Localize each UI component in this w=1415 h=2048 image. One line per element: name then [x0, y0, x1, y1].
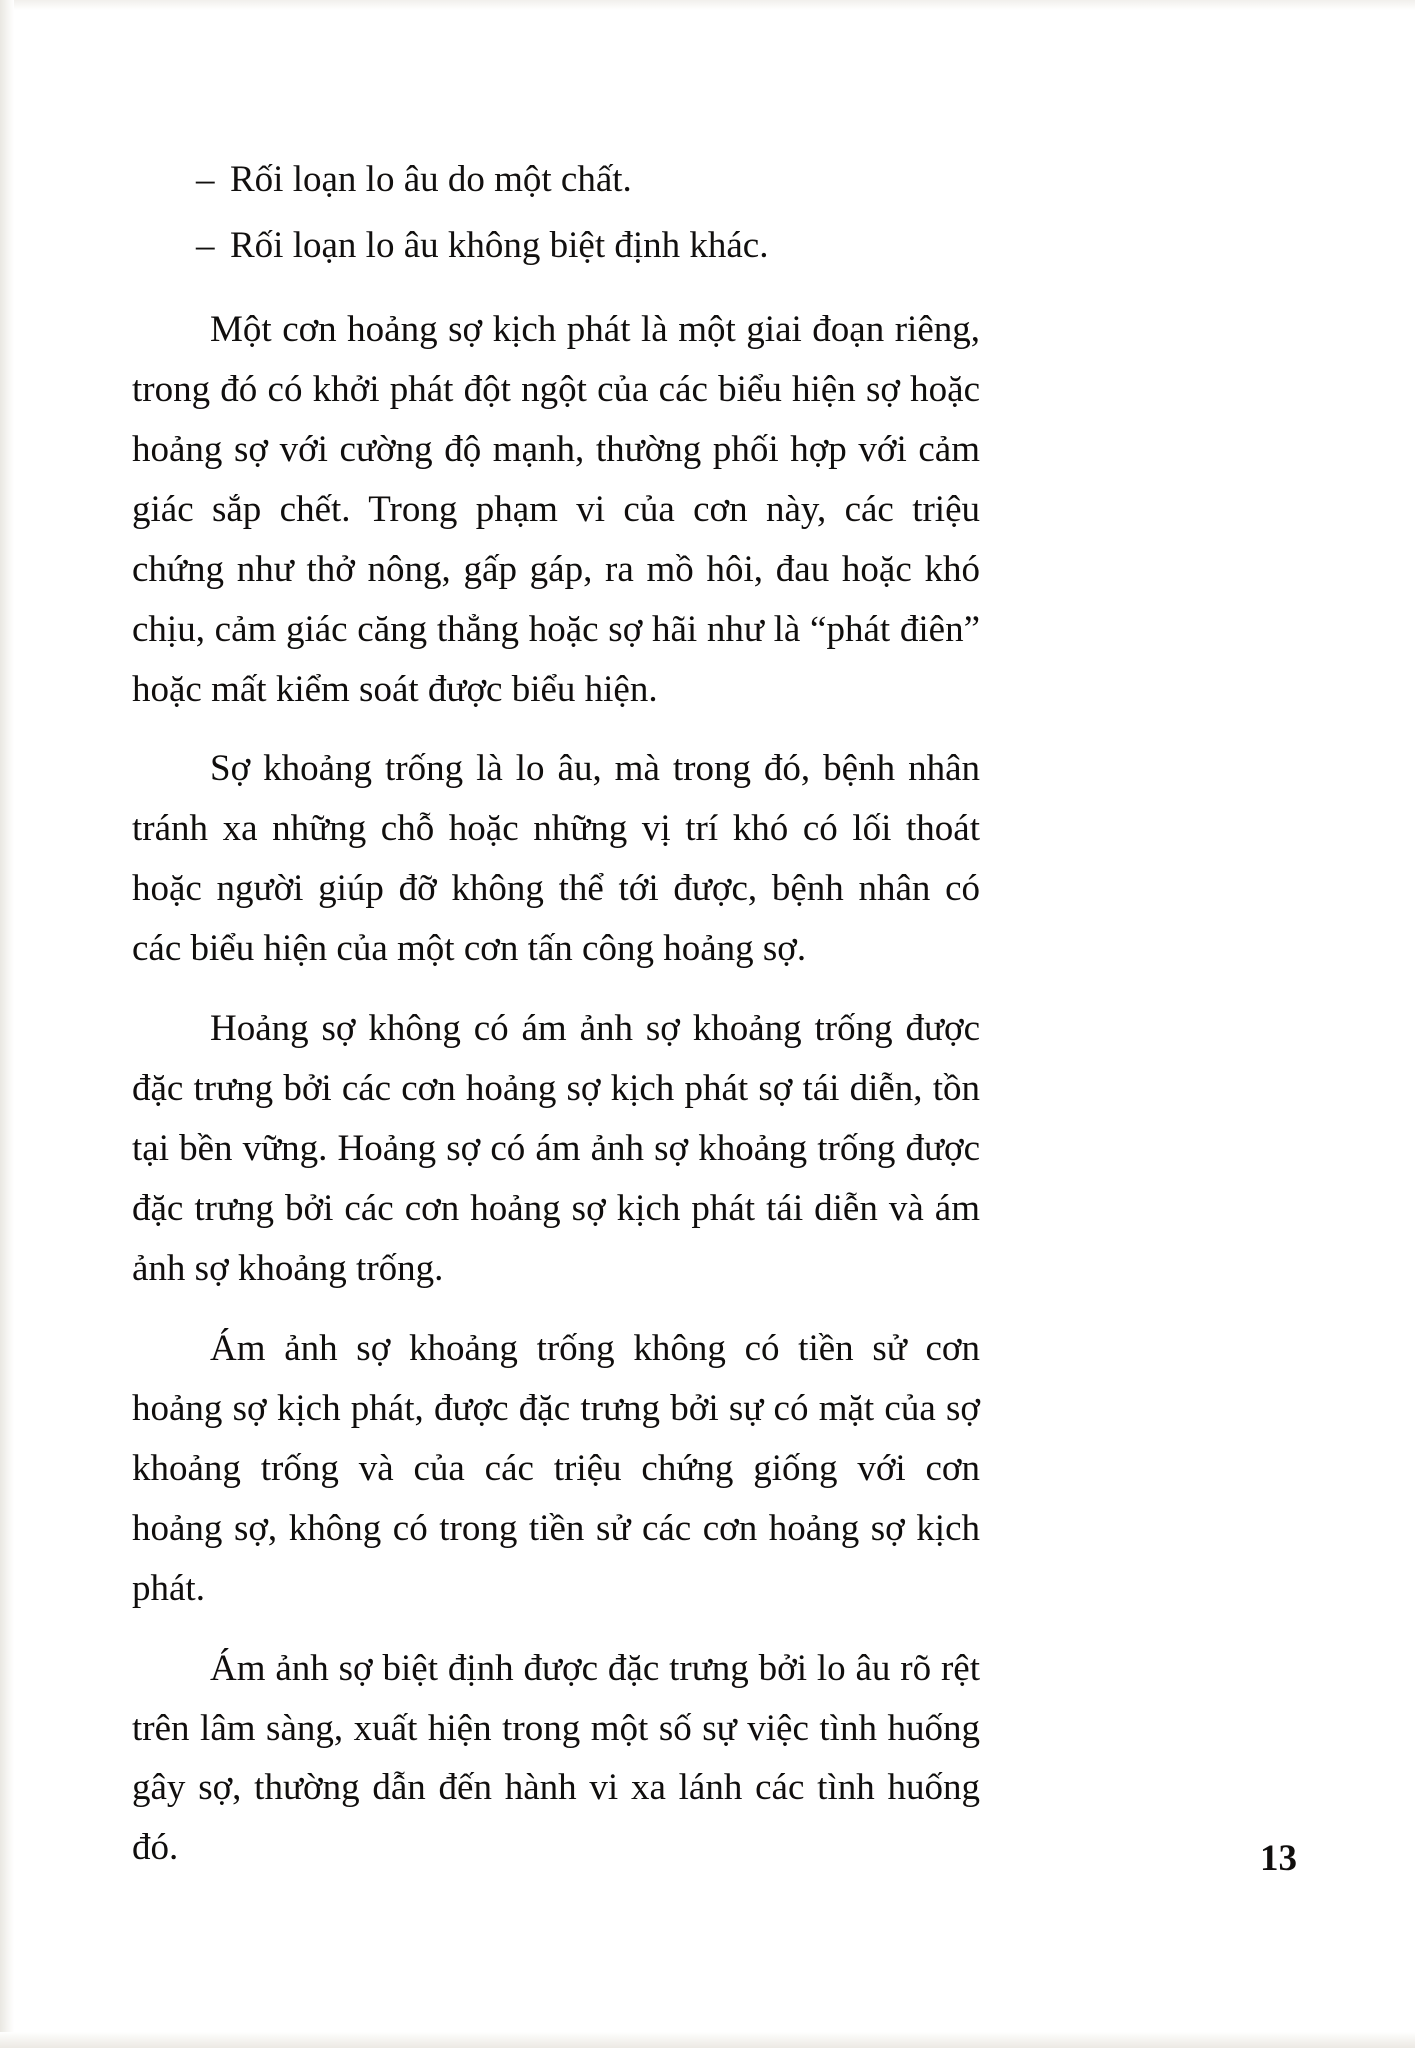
bullet-dash-icon: – — [196, 224, 215, 266]
list-item-text: Rối loạn lo âu không biệt định khác. — [230, 224, 769, 266]
body-paragraph: Một cơn hoảng sợ kịch phát là một giai đoạn riêng, trong đó có khởi phát đột ngột của các biểu hiện sợ hoặc hoảng sợ với cường độ mạnh, thường phối hợp với cảm giác sắp chết. Trong phạm vi của cơn này, các triệu chứng như thở nông, gấp gáp, ra mồ hôi, đau hoặc khó chịu, cảm giác căng thẳng hoặc sợ hãi như là “phát điên” hoặc mất kiểm soát được biểu hiện. — [132, 308, 980, 710]
body-paragraph: Ám ảnh sợ biệt định được đặc trưng bởi lo âu rõ rệt trên lâm sàng, xuất hiện trong một số sự việc tình huống gây sợ, thường dẫn đến hành vi xa lánh các tình huống đó. — [132, 1647, 980, 1869]
bullet-dash-icon: – — [196, 159, 215, 200]
scan-edge-bottom — [0, 2032, 1415, 2048]
list-item-text: Rối loạn lo âu do một chất. — [230, 159, 632, 200]
scan-edge-left — [0, 0, 14, 2048]
page-content — [132, 150, 980, 1898]
list-item — [132, 150, 980, 210]
body-paragraph: Ám ảnh sợ khoảng trống không có tiền sử cơn hoảng sợ kịch phát, được đặc trưng bởi sự có mặt của sợ khoảng trống và của các triệu chứng giống với cơn hoảng sợ, không có trong tiền sử các cơn hoảng sợ kịch phát. — [132, 1327, 980, 1609]
list-item — [132, 216, 980, 276]
body-paragraph: Hoảng sợ không có ám ảnh sợ khoảng trống được đặc trưng bởi các cơn hoảng sợ kịch phát sợ tái diễn, tồn tại bền vững. Hoảng sợ có ám ảnh sợ khoảng trống được đặc trưng bởi các cơn hoảng sợ kịch phát tái diễn và ám ảnh sợ khoảng trống. — [132, 1008, 980, 1289]
scan-edge-top — [0, 0, 1415, 10]
body-paragraph: Sợ khoảng trống là lo âu, mà trong đó, bệnh nhân tránh xa những chỗ hoặc những vị trí khó có lối thoát hoặc người giúp đỡ không thể tới được, bệnh nhân có các biểu hiện của một cơn tấn công hoảng sợ. — [132, 748, 980, 970]
page-number: 13 — [1260, 1838, 1297, 1879]
